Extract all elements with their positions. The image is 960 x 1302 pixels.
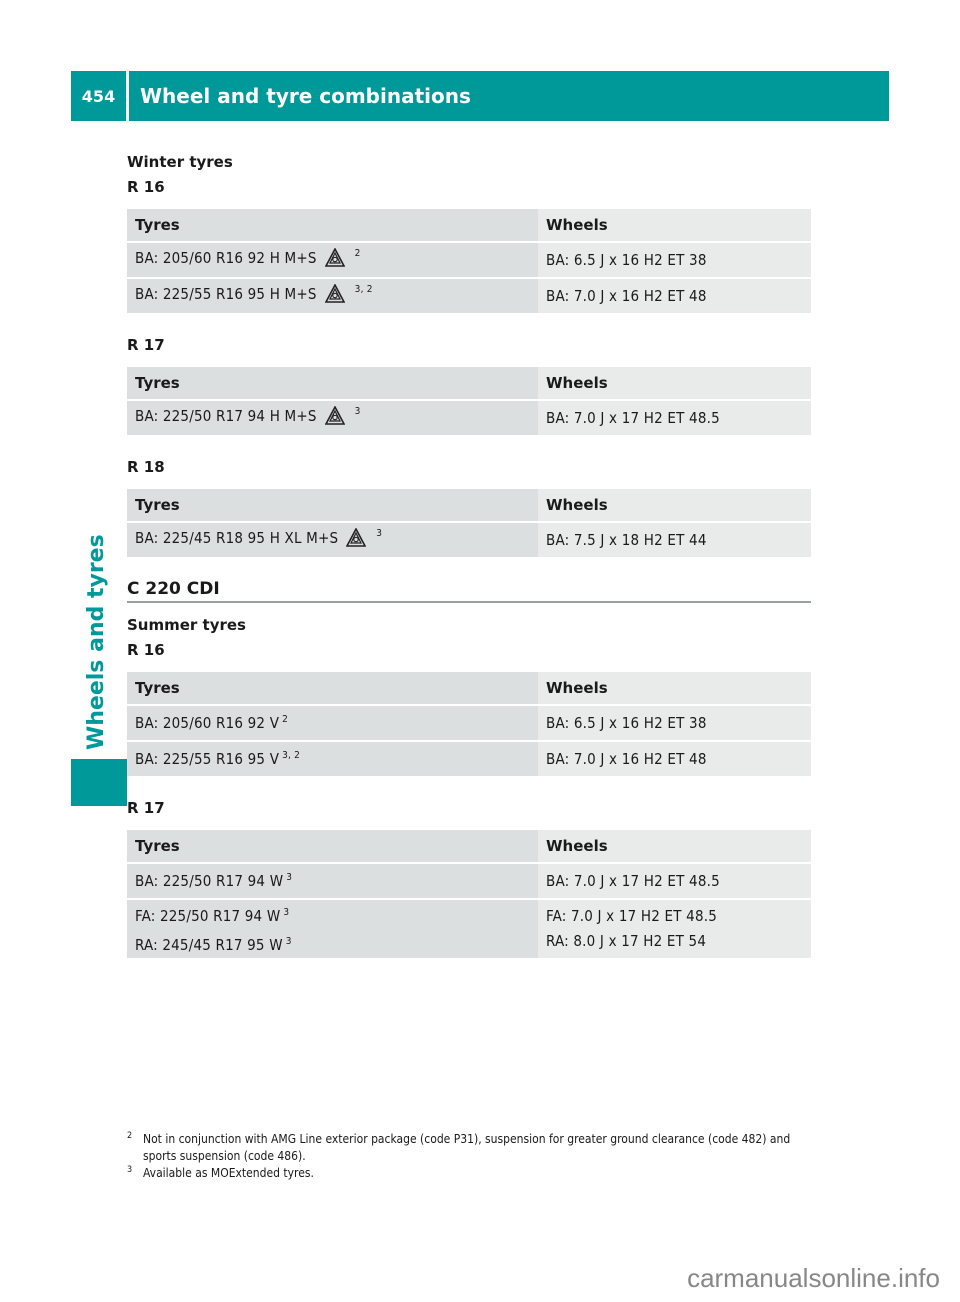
tyre-line bbox=[135, 929, 530, 958]
footnote bbox=[127, 1165, 817, 1182]
footnote-text: Not in conjunction with AMG Line exterior package (code P31), suspension for greater ground clearance (code 482) and sports suspension (code 486). bbox=[143, 1132, 791, 1163]
tyre-line bbox=[135, 900, 530, 929]
column-header-wheels: Wheels bbox=[538, 830, 811, 862]
footnote-ref: 2 bbox=[282, 714, 289, 725]
wheel-cell: BA: 7.0 J x 17 H2 ET 48.5 bbox=[538, 401, 811, 435]
tyre-cell bbox=[127, 279, 538, 313]
tyre-size: BA: 205/60 R16 92 H M+S bbox=[135, 249, 317, 267]
tyre-size: BA: 225/45 R18 95 H XL M+S bbox=[135, 529, 339, 547]
tyre-table bbox=[127, 828, 811, 960]
tyre-table bbox=[127, 207, 811, 315]
footnote-mark: 2 bbox=[127, 1131, 133, 1141]
tyre-cell bbox=[127, 900, 538, 958]
section-title-model: C 220 CDI bbox=[127, 579, 811, 603]
tyre-size: BA: 225/50 R17 94 W bbox=[135, 872, 284, 890]
watermark: carmanualsonline.info bbox=[687, 1263, 940, 1293]
side-tab-label: Wheels and tyres bbox=[84, 534, 109, 750]
rim-size-label: R 18 bbox=[127, 458, 165, 476]
tyre-size: BA: 225/55 R16 95 V bbox=[135, 750, 280, 768]
footnote-ref: 3, 2 bbox=[282, 750, 301, 761]
column-header-tyres: Tyres bbox=[127, 209, 538, 241]
rim-size-label: R 17 bbox=[127, 336, 165, 354]
rim-size-label: R 17 bbox=[127, 799, 165, 817]
table-header-row bbox=[127, 672, 811, 704]
footnote-ref: 3, 2 bbox=[354, 284, 373, 295]
footnote-ref: 3 bbox=[354, 406, 361, 417]
column-header-wheels: Wheels bbox=[538, 209, 811, 241]
tyre-table bbox=[127, 670, 811, 778]
snowflake-mountain-icon bbox=[325, 248, 345, 272]
footnote-ref: 3 bbox=[286, 872, 293, 883]
table-header-row bbox=[127, 367, 811, 399]
tyre-size: BA: 225/50 R17 94 H M+S bbox=[135, 407, 317, 425]
rim-size-label: R 16 bbox=[127, 178, 165, 196]
tyre-size: BA: 205/60 R16 92 V bbox=[135, 714, 280, 732]
rim-size-label: R 16 bbox=[127, 641, 165, 659]
table-row bbox=[127, 523, 811, 557]
footnote-ref: 3 bbox=[376, 528, 383, 539]
tyre-size: BA: 225/55 R16 95 H M+S bbox=[135, 285, 317, 303]
snowflake-mountain-icon bbox=[346, 528, 366, 552]
footnote bbox=[127, 1131, 817, 1165]
footnote-ref: 3 bbox=[283, 907, 290, 918]
table-header-row bbox=[127, 830, 811, 862]
wheel-cell: BA: 7.0 J x 16 H2 ET 48 bbox=[538, 279, 811, 313]
subheading-summer-tyres: Summer tyres bbox=[127, 616, 246, 634]
column-header-wheels: Wheels bbox=[538, 489, 811, 521]
column-header-tyres: Tyres bbox=[127, 367, 538, 399]
table-row bbox=[127, 243, 811, 277]
wheel-line: RA: 8.0 J x 17 H2 ET 54 bbox=[546, 932, 707, 950]
snowflake-mountain-icon bbox=[325, 406, 345, 430]
tyre-size: RA: 245/45 R17 95 W bbox=[135, 936, 283, 954]
footnote-ref: 3 bbox=[285, 936, 292, 947]
side-tab-marker bbox=[71, 759, 127, 806]
tyre-cell bbox=[127, 401, 538, 435]
table-header-row bbox=[127, 209, 811, 241]
wheel-cell: BA: 6.5 J x 16 H2 ET 38 bbox=[538, 243, 811, 277]
tyre-cell bbox=[127, 243, 538, 277]
wheel-cell: BA: 7.0 J x 17 H2 ET 48.5 bbox=[538, 864, 811, 898]
column-header-tyres: Tyres bbox=[127, 489, 538, 521]
table-row bbox=[127, 864, 811, 898]
footnote-text: Available as MOExtended tyres. bbox=[143, 1166, 314, 1180]
table-row bbox=[127, 900, 811, 958]
footnotes bbox=[127, 1131, 817, 1182]
tyre-size: FA: 225/50 R17 94 W bbox=[135, 907, 281, 925]
wheel-line: FA: 7.0 J x 17 H2 ET 48.5 bbox=[546, 907, 718, 925]
table-row bbox=[127, 706, 811, 740]
column-header-wheels: Wheels bbox=[538, 367, 811, 399]
column-header-tyres: Tyres bbox=[127, 672, 538, 704]
wheel-cell: BA: 6.5 J x 16 H2 ET 38 bbox=[538, 706, 811, 740]
column-header-wheels: Wheels bbox=[538, 672, 811, 704]
page-content bbox=[127, 150, 811, 960]
tyre-cell bbox=[127, 864, 538, 898]
table-row bbox=[127, 279, 811, 313]
chapter-title: Wheel and tyre combinations bbox=[140, 84, 471, 108]
footnote-ref: 2 bbox=[354, 248, 361, 259]
header-bar bbox=[71, 71, 889, 121]
tyre-table bbox=[127, 365, 811, 437]
page-number: 454 bbox=[81, 86, 116, 106]
snowflake-mountain-icon bbox=[325, 284, 345, 308]
tyre-cell bbox=[127, 523, 538, 557]
tyre-cell bbox=[127, 706, 538, 740]
table-header-row bbox=[127, 489, 811, 521]
tyre-cell bbox=[127, 742, 538, 776]
wheel-cell bbox=[538, 900, 811, 958]
footnote-mark: 3 bbox=[127, 1165, 133, 1175]
wheel-cell: BA: 7.0 J x 16 H2 ET 48 bbox=[538, 742, 811, 776]
subheading-winter-tyres: Winter tyres bbox=[127, 153, 233, 171]
table-row bbox=[127, 742, 811, 776]
tyre-table bbox=[127, 487, 811, 559]
wheel-cell: BA: 7.5 J x 18 H2 ET 44 bbox=[538, 523, 811, 557]
column-header-tyres: Tyres bbox=[127, 830, 538, 862]
table-row bbox=[127, 401, 811, 435]
